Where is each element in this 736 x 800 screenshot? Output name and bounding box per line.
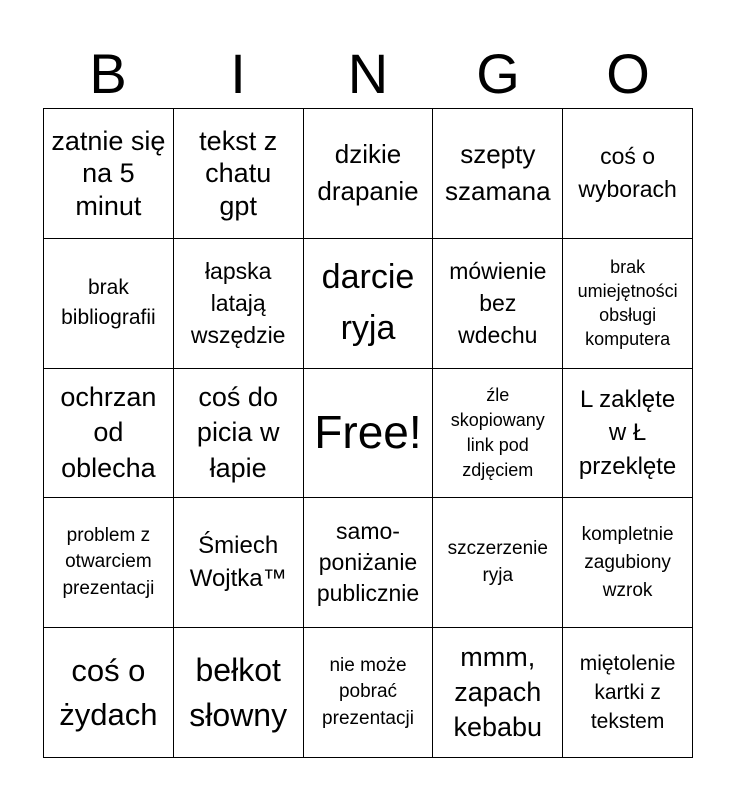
bingo-cell-r3c2[interactable] [174,369,304,499]
bingo-cell-r1c2[interactable] [174,109,304,239]
bingo-cell-r1c5[interactable] [563,109,693,239]
header-letter-o: O [606,42,650,105]
cell-text: L zaklęte w Ł przeklęte [578,385,677,480]
bingo-cell-r4c2[interactable] [174,498,304,628]
bingo-cell-r4c1[interactable] [44,498,174,628]
header-letter-n: N [347,42,389,105]
bingo-cell-r5c2[interactable] [174,628,304,758]
bingo-cell-r4c5[interactable] [563,498,693,628]
cell-text: brak bibliografii [61,275,156,330]
cell-text: Śmiech Wojtka™ [189,532,287,592]
cell-text: tekst z chatu gpt [199,125,278,221]
bingo-cell-r5c5[interactable] [563,628,693,758]
bingo-cell-r4c4[interactable] [433,498,563,628]
bingo-board [43,108,693,758]
bingo-cell-r3c5[interactable] [563,369,693,499]
bingo-cell-r2c4[interactable] [433,239,563,369]
bingo-cell-r1c1[interactable] [44,109,174,239]
bingo-cell-r2c1[interactable] [44,239,174,369]
bingo-cell-r2c3[interactable] [304,239,434,369]
cell-text: dzikie drapanie [317,138,419,207]
bingo-cell-r1c4[interactable] [433,109,563,239]
bingo-cell-r5c4[interactable] [433,628,563,758]
bingo-cell-r2c5[interactable] [563,239,693,369]
cell-text: źle skopiowany link pod zdjęciem [450,384,545,481]
cell-text: łapska latają wszędzie [190,257,286,349]
bingo-header [43,40,693,108]
cell-text: nie może pobrać prezentacji [322,654,414,729]
cell-text: mówienie bez wdechu [449,257,547,349]
header-letter-g: G [476,42,520,105]
bingo-cell-r3c4[interactable] [433,369,563,499]
cell-text: szepty szamana [445,138,551,207]
cell-text: mmm, zapach kebabu [453,641,543,743]
bingo-cell-r1c3[interactable] [304,109,434,239]
bingo-cell-r2c2[interactable] [174,239,304,369]
cell-text: coś o wyborach [578,143,677,203]
bingo-cell-r3c1[interactable] [44,369,174,499]
cell-text: coś do picia w łapie [196,382,280,483]
header-letter-i: I [230,42,246,105]
cell-text: kompletnie zagubiony wzrok [581,524,674,601]
cell-text: bełkot słowny [189,651,288,733]
bingo-cell-free[interactable] [304,369,434,499]
cell-text: coś o żydach [59,653,158,732]
cell-text: brak umiejętności obsługi komputera [577,256,678,350]
cell-text: zatnie się na 5 minut [51,125,166,221]
cell-text: darcie ryja [321,258,415,348]
cell-text-free: Free! [314,406,422,459]
bingo-cell-r4c3[interactable] [304,498,434,628]
cell-text: ochrzan od oblecha [60,382,157,483]
header-letter-b: B [89,42,127,105]
cell-text: problem z otwarciem prezentacji [62,524,155,600]
cell-text: miętolenie kartki z tekstem [579,651,676,734]
bingo-cell-r5c3[interactable] [304,628,434,758]
bingo-cell-r5c1[interactable] [44,628,174,758]
cell-text: samo-poniżanie publicznie [316,518,420,607]
cell-text: szczerzenie ryja [447,538,548,586]
